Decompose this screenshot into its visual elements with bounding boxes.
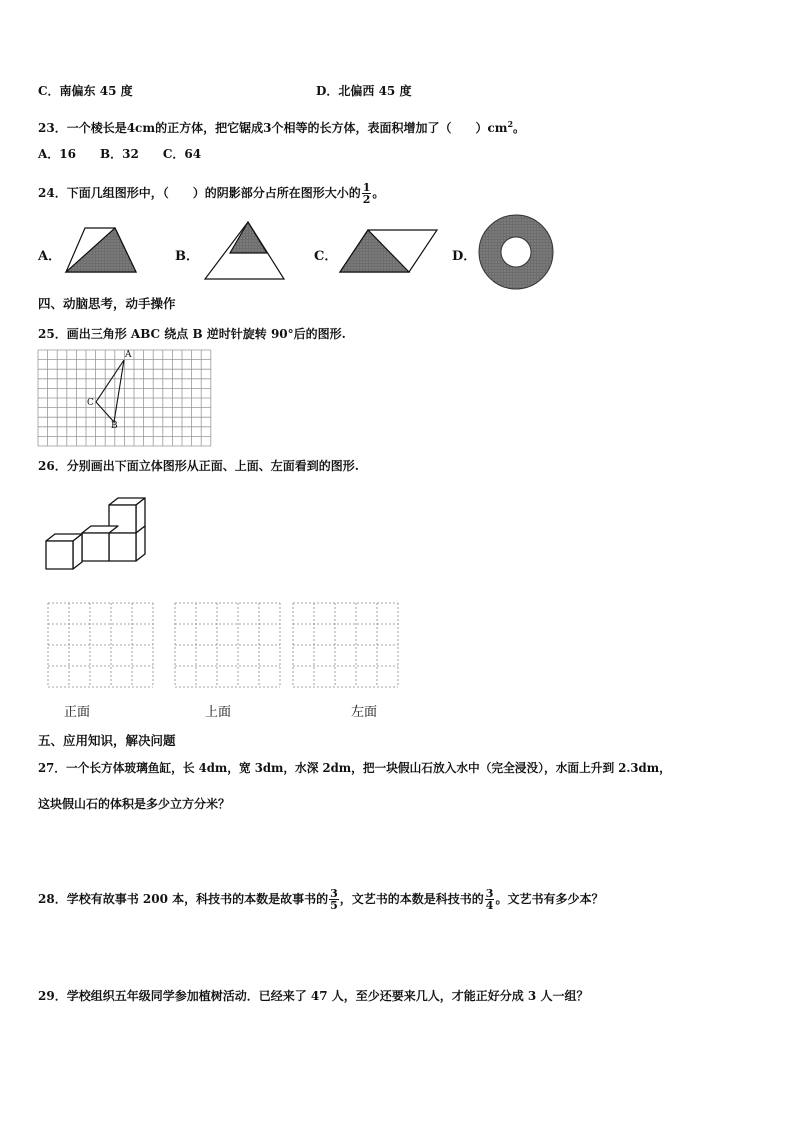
q24-label-a: A． <box>38 249 62 264</box>
front-view-caption: 正面 <box>64 705 91 720</box>
option-c: C．南偏东 45 度 <box>38 84 133 98</box>
option-d: D．北偏西 45 度 <box>316 84 412 98</box>
section-4-title: 四、动脑思考，动手操作 <box>38 296 176 311</box>
point-a-label: A <box>125 350 132 360</box>
question-27-line2: 这块假山石的体积是多少立方分米？ <box>38 797 231 811</box>
q28-frac2-den: 4 <box>485 899 494 912</box>
q24-text-b: 。 <box>372 186 385 200</box>
q28-text-a: 28．学校有故事书 200 本，科技书的本数是故事书的 <box>38 892 329 906</box>
point-c-label: C <box>87 398 94 408</box>
left-view-caption: 左面 <box>351 705 378 720</box>
question-29: 29．学校组织五年级同学参加植树活动．已经来了 47 人，至少还要来几人，才能正好分成 3 人一组？ <box>38 989 589 1003</box>
q23-text-c: 的正方体，把它锯成 <box>155 121 264 135</box>
q28-frac1-den: 5 <box>330 899 338 912</box>
q23-text-b: 4cm <box>126 121 156 135</box>
q24-frac-den: 2 <box>362 193 371 206</box>
left-view-grid[interactable] <box>293 603 399 689</box>
question-27-line1: 27．一个长方体玻璃鱼缸，长 4dm，宽 3dm，水深 2dm，把一块假山石放入水中（完全浸没），水面上升到 2.3dm， <box>38 761 671 775</box>
question-26: 26．分别画出下面立体图形从正面、上面、左面看到的图形. <box>38 459 359 473</box>
top-view-caption: 上面 <box>205 705 232 720</box>
q28-text-c: 。文艺书有多少本？ <box>495 892 604 906</box>
q24-frac-num: 1 <box>362 181 371 194</box>
q23-unit-sup: 2 <box>507 119 514 129</box>
question-28 <box>38 888 603 911</box>
q28-text-b: ，文艺书的本数是科技书的 <box>339 892 484 906</box>
q24-label-d: D． <box>452 249 477 264</box>
top-view-grid[interactable] <box>175 603 281 689</box>
q28-frac2-num: 3 <box>485 887 494 900</box>
q23-text-e: 个相等的长方体，表面积增加了（ ） <box>271 121 488 135</box>
point-b-label: B <box>111 421 118 431</box>
q24-label-c: C． <box>314 249 338 264</box>
q28-fraction-2 <box>485 888 495 911</box>
q23-text-d: 3 <box>263 121 272 135</box>
section-5-title: 五、应用知识，解决问题 <box>38 733 176 748</box>
q28-fraction-1 <box>329 888 339 911</box>
q23-unit: cm <box>487 121 508 135</box>
question-25: 25．画出三角形 ABC 绕点 B 逆时针旋转 90°后的图形. <box>38 327 346 341</box>
q24-label-b: B． <box>175 249 199 264</box>
q24-text-a: 24．下面几组图形中，（ ）的阴影部分占所在图形大小的 <box>38 186 361 200</box>
q28-frac1-num: 3 <box>330 887 338 900</box>
q23-text-a: 23．一个棱长是 <box>38 121 127 135</box>
q23-text-g: 。 <box>513 121 526 135</box>
question-23-options: A．16 B．32 C．64 <box>38 147 202 161</box>
front-view-grid[interactable] <box>48 603 154 689</box>
